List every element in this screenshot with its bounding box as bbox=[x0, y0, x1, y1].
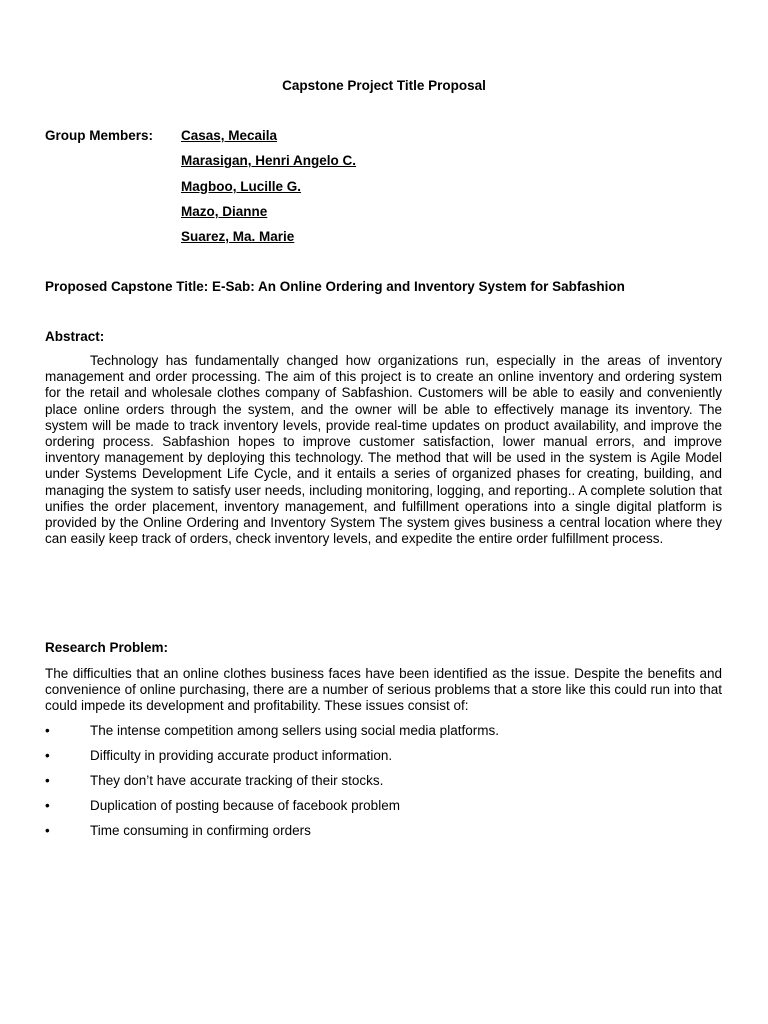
bullet-icon: • bbox=[45, 748, 50, 763]
issue-text: Time consuming in confirming orders bbox=[90, 823, 311, 838]
bullet-icon: • bbox=[45, 773, 50, 788]
group-members-label: Group Members: bbox=[45, 128, 154, 143]
group-member: Marasigan, Henri Angelo C. bbox=[181, 153, 357, 169]
bullet-icon: • bbox=[45, 798, 50, 813]
bullet-icon: • bbox=[45, 723, 50, 738]
issue-text: They don’t have accurate tracking of their stocks. bbox=[90, 773, 384, 788]
list-item bbox=[45, 823, 722, 848]
issue-text: Difficulty in providing accurate product information. bbox=[90, 748, 393, 763]
group-member: Magboo, Lucille G. bbox=[181, 178, 302, 194]
research-problem-heading: Research Problem: bbox=[45, 640, 169, 655]
group-member: Suarez, Ma. Marie bbox=[181, 229, 295, 245]
list-item bbox=[45, 798, 722, 823]
list-item bbox=[45, 748, 722, 773]
research-problem-paragraph: The difficulties that an online clothes business faces have been identified as the issue. Despite the benefits and convenience of online purchasing, there are a number of serious problems that a store like this could run into that could impede its development and profitability. These issues consist of: bbox=[45, 666, 722, 714]
issue-text: The intense competition among sellers using social media platforms. bbox=[90, 723, 499, 738]
abstract-heading: Abstract: bbox=[45, 329, 105, 344]
issues-list bbox=[45, 723, 722, 848]
issue-text: Duplication of posting because of facebook problem bbox=[90, 798, 400, 813]
abstract-paragraph: Technology has fundamentally changed how organizations run, especially in the areas of inventory management and order processing. The aim of this project is to create an online inventory and ordering system for the retail and wholesale clothes company of Sabfashion. Customers will be able to easily and conveniently place online orders through the system, and the owner will be able to effectively manage its inventory. The system will be made to track inventory levels, provide real-time updates on product availability, and improve the ordering process. Sabfashion hopes to improve customer satisfaction, lower manual errors, and improve inventory management by deploying this technology. The method that will be used in the system is Agile Model under Systems Development Life Cycle, and it entails a series of organized phases for creating, building, and managing the system to satisfy user needs, including monitoring, logging, and reporting.. A complete solution that unifies the order placement, inventory management, and fulfillment operations into a single digital platform is provided by the Online Ordering and Inventory System The system gives business a central location where they can easily keep track of orders, check inventory levels, and expedite the entire order fulfillment process. bbox=[45, 353, 722, 547]
group-member: Casas, Mecaila bbox=[181, 128, 278, 143]
page-title: Capstone Project Title Proposal bbox=[282, 78, 486, 93]
list-item bbox=[45, 723, 722, 748]
proposed-capstone-title: Proposed Capstone Title: E-Sab: An Online Ordering and Inventory System for Sabfashion bbox=[45, 279, 625, 294]
list-item bbox=[45, 773, 722, 798]
bullet-icon: • bbox=[45, 823, 50, 838]
group-member: Mazo, Dianne bbox=[181, 203, 268, 219]
group-members-list bbox=[181, 128, 356, 254]
